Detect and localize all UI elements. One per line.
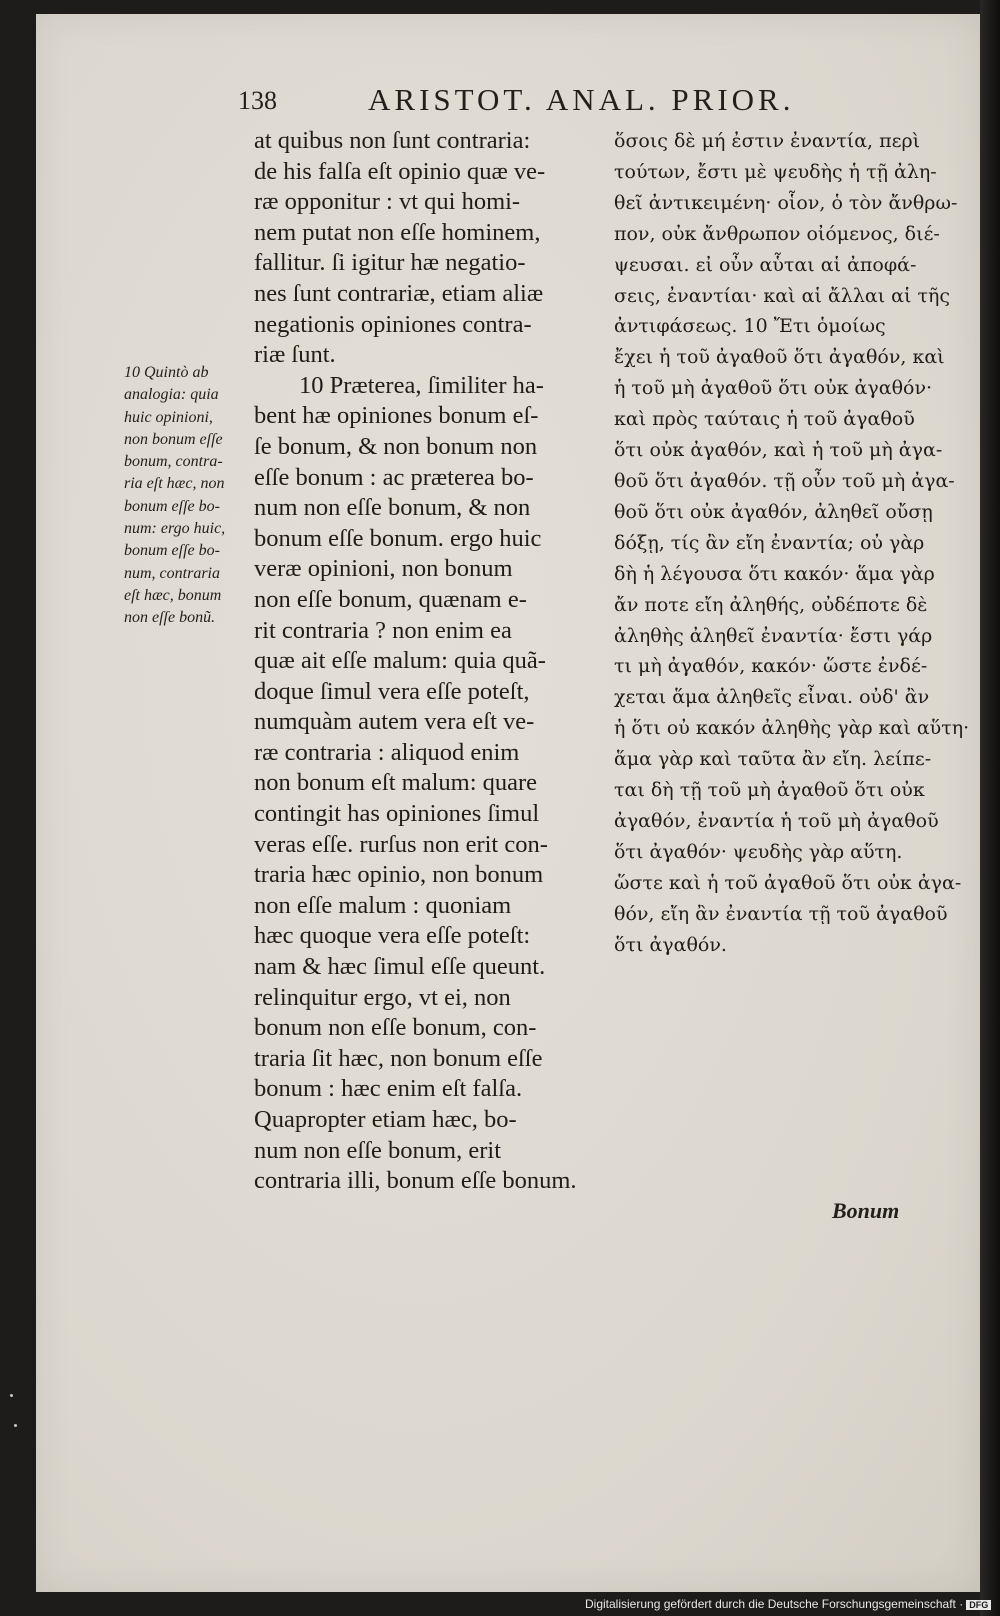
latin-text-line: hæc quoque vera eſſe poteſt: — [254, 922, 531, 950]
latin-text-line: bonum : hæc enim eſt falſa. — [254, 1075, 523, 1103]
latin-text-line: non bonum eſt malum: quare — [254, 769, 538, 797]
latin-text-line: non eſſe malum : quoniam — [254, 891, 512, 919]
greek-text-line: ἡ τοῦ μὴ ἀγαθοῦ ὅτι οὐκ ἀγαθόν· — [614, 377, 933, 400]
greek-text-line: ἅμα γὰρ καὶ ταῦτα ἂν εἴη. λείπε- — [614, 748, 932, 771]
greek-text-line: ἔχει ἡ τοῦ ἀγαθοῦ ὅτι ἀγαθόν, καὶ — [614, 346, 945, 369]
marginal-note — [124, 362, 274, 630]
greek-text-line: ψευσαι. εἰ οὖν αὗται αἱ ἀποφά- — [614, 253, 917, 276]
latin-text-line: numquàm autem vera eſt ve- — [254, 708, 535, 736]
greek-text-line: ἡ ὅτι οὐ κακόν ἀληθὴς γὰρ καὶ αὕτη· — [614, 717, 970, 740]
latin-text-line: riæ ſunt. — [254, 341, 336, 369]
latin-text-line: ræ opponitur : vt qui homi- — [254, 188, 521, 216]
latin-text-line: bonum non eſſe bonum, con- — [254, 1014, 537, 1042]
greek-text-line: τι μὴ ἀγαθόν, κακόν· ὥστε ἐνδέ- — [614, 655, 928, 678]
latin-text-line: veræ opinioni, non bonum — [254, 555, 513, 583]
latin-text-line: doque ſimul vera eſſe poteſt, — [254, 677, 530, 705]
greek-text-line: χεται ἅμα ἀληθεῖς εἶναι. οὐδ' ἂν — [614, 686, 930, 709]
marginal-note-line: num, contraria — [124, 564, 220, 582]
greek-text-line: ἄν ποτε εἴη ἀληθής, οὐδέποτε δὲ — [614, 593, 928, 616]
latin-text-line: num non eſſe bonum, erit — [254, 1136, 501, 1164]
latin-text-line: nam & hæc ſimul eſſe queunt. — [254, 953, 546, 981]
latin-text-line: Quapropter etiam hæc, bo- — [254, 1106, 517, 1133]
latin-text-line: fallitur. ſi igitur hæ negatio- — [254, 249, 526, 277]
greek-text-line: ἀντιφάσεως. 10 Ἔτι ὁμοίως — [614, 315, 886, 338]
dfg-logo-icon: DFG — [966, 1600, 991, 1610]
marginal-note-line: 10 Quintò ab — [124, 364, 209, 381]
latin-text-line: non eſſe bonum, quænam e- — [254, 585, 527, 613]
greek-text-line: σεις, ἐναντίαι· καὶ αἱ ἄλλαι αἱ τῆς — [614, 284, 951, 307]
latin-text-line: ræ contraria : aliquod enim — [254, 738, 520, 766]
latin-text-line: 10 Præterea, ſimiliter ha- — [299, 371, 544, 399]
marginal-note-line: bonum, contra- — [124, 453, 223, 471]
latin-text-line: bonum eſſe bonum. ergo huic — [254, 524, 542, 552]
latin-text-line: relinquitur ergo, vt ei, non — [254, 983, 511, 1011]
greek-text-line: ται δὴ τῇ τοῦ μὴ ἀγαθοῦ ὅτι οὐκ — [614, 779, 925, 802]
marginal-note-line: non eſſe bonũ. — [124, 609, 216, 627]
greek-text-line: θόν, εἴη ἂν ἐναντία τῇ τοῦ ἀγαθοῦ — [614, 902, 948, 925]
page-number: 138 — [238, 86, 277, 115]
running-head — [36, 82, 980, 126]
latin-text-line: traria hæc opinio, non bonum — [254, 861, 544, 889]
greek-text-line: θοῦ ὅτι οὐκ ἀγαθόν, ἀληθεῖ οὔσῃ — [614, 500, 933, 523]
running-title: ARISTOT. ANAL. PRIOR. — [368, 82, 795, 117]
marginal-note-line: non bonum eſſe — [124, 430, 223, 448]
greek-text-line: δὴ ἡ λέγουσα ὅτι κακόν· ἅμα γὰρ — [614, 562, 935, 585]
greek-text-line: θοῦ ὅτι ἀγαθόν. τῇ οὖν τοῦ μὴ ἀγα- — [614, 469, 955, 492]
catchword: Bonum — [832, 1198, 900, 1223]
marginal-note-line: ria eſt hæc, non — [124, 475, 225, 493]
book-page — [36, 14, 980, 1592]
marginal-note-line: analogia: quia — [124, 386, 219, 404]
latin-text-line: traria ſit hæc, non bonum eſſe — [254, 1044, 543, 1072]
greek-text-line: καὶ πρὸς ταύταις ἡ τοῦ ἀγαθοῦ — [614, 408, 915, 431]
marginal-note-line: huic opinioni, — [124, 408, 213, 426]
latin-text-line: contingit has opiniones ſimul — [254, 800, 540, 828]
greek-text-line: ὅτι οὐκ ἀγαθόν, καὶ ἡ τοῦ μὴ ἀγα- — [614, 439, 943, 462]
page-speck — [14, 1424, 17, 1427]
greek-text-line: πον, οὐκ ἄνθρωπον οἰόμενος, διέ- — [614, 222, 940, 245]
digitization-footer — [585, 1597, 991, 1611]
latin-text-line: rit contraria ? non enim ea — [254, 616, 512, 644]
greek-text-line: ὅσοις δὲ μή ἐστιν ἐναντία, περὶ — [614, 130, 921, 152]
greek-text-line: ἀληθὴς ἀληθεῖ ἐναντία· ἔστι γάρ — [614, 624, 933, 647]
greek-text-line: ἀγαθόν, ἐναντία ἡ τοῦ μὴ ἀγαθοῦ — [614, 809, 939, 832]
latin-text-line: contraria illi, bonum eſſe bonum. — [254, 1167, 577, 1195]
latin-text-line: veras eſſe. rurſus non erit con- — [254, 830, 548, 858]
marginal-note-line: num: ergo huic, — [124, 520, 226, 538]
page-speck — [10, 1394, 13, 1397]
latin-column — [254, 126, 624, 1197]
greek-text-line: τούτων, ἔστι μὲ ψευδὴς ἡ τῇ ἀλη- — [614, 160, 937, 183]
latin-text-line: nem putat non eſſe hominem, — [254, 218, 541, 246]
latin-text-line: ſe bonum, & non bonum non — [254, 432, 538, 460]
marginal-note-line: eſt hæc, bonum — [124, 586, 222, 604]
latin-text-line: quæ ait eſſe malum: quia quã- — [254, 647, 546, 675]
latin-text-line: negationis opiniones contra- — [254, 310, 532, 338]
latin-text-line: at quibus non ſunt contraria: — [254, 127, 531, 154]
marginal-note-line: bonum eſſe bo- — [124, 497, 220, 515]
footer-text: Digitalisierung gefördert durch die Deutsche Forschungsgemeinschaft · — [585, 1597, 964, 1611]
latin-text-line: eſſe bonum : ac præterea bo- — [254, 463, 534, 491]
greek-text-line: ὥστε καὶ ἡ τοῦ ἀγαθοῦ ὅτι οὐκ ἀγα- — [614, 871, 962, 894]
latin-text-line: nes ſunt contrariæ, etiam aliæ — [254, 279, 544, 307]
latin-text-line: de his falſa eſt opinio quæ ve- — [254, 157, 546, 185]
latin-text-line: bent hæ opiniones bonum eſ- — [254, 402, 539, 430]
greek-text-line: θεῖ ἀντικειμένη· οἷον, ὁ τὸν ἄνθρω- — [614, 191, 958, 214]
greek-text-line: ὅτι ἀγαθόν· ψευδὴς γὰρ αὕτη. — [614, 840, 903, 863]
greek-text-line: ὅτι ἀγαθόν. — [614, 933, 727, 956]
greek-column — [614, 126, 970, 960]
book-spine-edge — [980, 0, 1000, 1616]
marginal-note-line: bonum eſſe bo- — [124, 542, 220, 560]
greek-text-line: δόξῃ, τίς ἂν εἴη ἐναντία; οὐ γὰρ — [614, 531, 925, 554]
latin-text-line: num non eſſe bonum, & non — [254, 494, 531, 522]
